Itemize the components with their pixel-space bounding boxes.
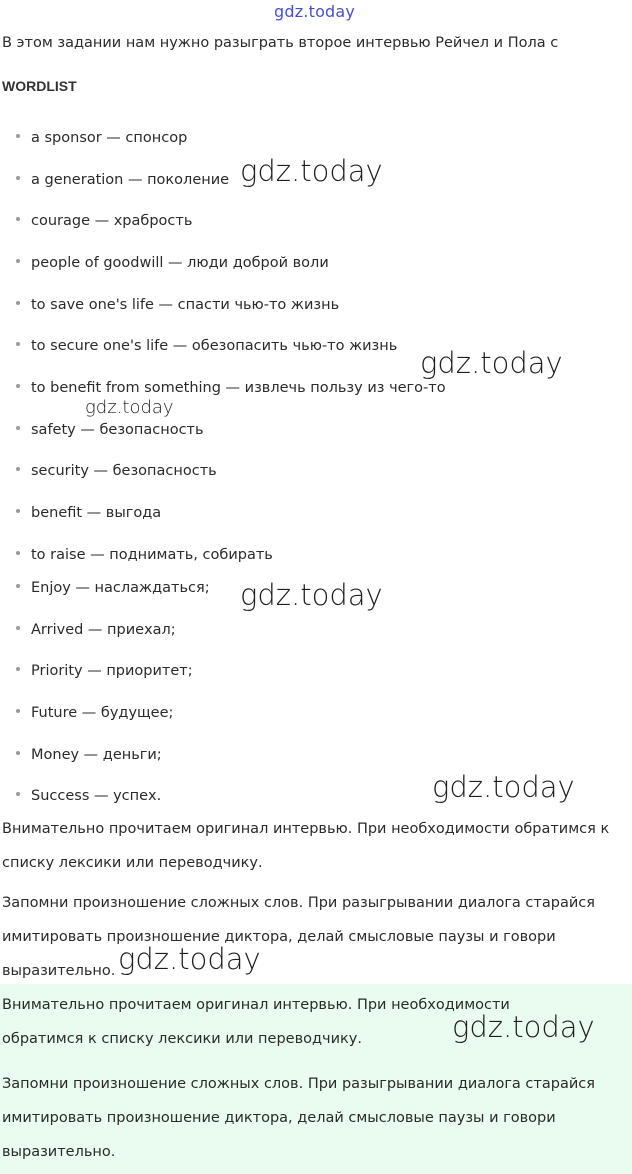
bullet-icon (16, 176, 20, 180)
list-item-text: Priority — приоритет; (31, 663, 193, 679)
list-item (16, 171, 229, 189)
highlighted-paragraph-pronunciation: Запомни произношение сложных слов. При разыгрывании диалога старайся имитировать произношение диктора, делай смысловые паузы и говори выразительно. (2, 1076, 595, 1160)
watermark: gdz.today (452, 1010, 595, 1044)
list-item (16, 662, 193, 680)
list-item-text: Enjoy — наслаждаться; (31, 580, 210, 596)
list-item-text: to benefit from something — извлечь пользу из чего-то (31, 380, 446, 396)
watermark: gdz.today (240, 154, 383, 188)
bullet-icon (16, 667, 20, 671)
watermark: gdz.today (240, 578, 383, 612)
intro-text: В этом задании нам нужно разыграть второе интервью Рейчел и Пола с (2, 35, 559, 51)
list-item (16, 504, 161, 522)
bullet-icon (16, 301, 20, 305)
list-item (16, 296, 339, 314)
list-item-text: people of goodwill — люди доброй воли (31, 255, 329, 271)
list-item-text: to raise — поднимать, собирать (31, 547, 273, 563)
list-item (16, 579, 210, 597)
list-item (16, 421, 204, 439)
list-item-text: security — безопасность (31, 463, 217, 479)
bullet-icon (16, 509, 20, 513)
bullet-icon (16, 217, 20, 221)
list-item (16, 787, 161, 805)
bullet-icon (16, 751, 20, 755)
list-item (16, 704, 173, 722)
paragraph-pronunciation: Запомни произношение сложных слов. При разыгрывании диалога старайся имитировать произношение диктора, делай смысловые паузы и говори выразительно. (2, 895, 595, 979)
header-watermark: gdz.today (274, 2, 356, 21)
list-item (16, 546, 273, 564)
list-item-text: courage — храбрость (31, 213, 193, 229)
bullet-icon (16, 709, 20, 713)
list-item (16, 621, 176, 639)
list-item (16, 212, 192, 230)
bullet-icon (16, 551, 20, 555)
list-item-text: benefit — выгода (31, 505, 162, 521)
bullet-icon (16, 134, 20, 138)
list-item (16, 746, 162, 764)
bullet-icon (16, 426, 20, 430)
list-item (16, 462, 217, 480)
list-item (16, 379, 446, 397)
list-item (16, 129, 187, 147)
list-item-text: to save one's life — спасти чью-то жизнь (31, 297, 340, 313)
list-item-text: a sponsor — спонсор (31, 130, 188, 146)
wordlist-title: WORDLIST (2, 78, 77, 94)
list-item-text: to secure one's life — обезопасить чью-то жизнь (31, 338, 398, 354)
list-item-text: Success — успех. (31, 788, 162, 804)
list-item (16, 254, 329, 272)
list-item-text: a generation — поколение (31, 172, 230, 188)
watermark: gdz.today (420, 346, 563, 380)
bullet-icon (16, 467, 20, 471)
list-item-text: Money — деньги; (31, 747, 162, 763)
bullet-icon (16, 342, 20, 346)
list-item (16, 337, 397, 355)
bullet-icon (16, 626, 20, 630)
watermark: gdz.today (85, 397, 174, 418)
watermark: gdz.today (118, 942, 261, 976)
watermark: gdz.today (432, 770, 575, 804)
list-item-text: Future — будущее; (31, 705, 174, 721)
bullet-icon (16, 792, 20, 796)
bullet-icon (16, 259, 20, 263)
list-item-text: Arrived — приехал; (31, 622, 176, 638)
bullet-icon (16, 384, 20, 388)
paragraph-read: Внимательно прочитаем оригинал интервью. При необходимости обратимся к списку лексики или переводчику. (2, 821, 610, 871)
bullet-icon (16, 584, 20, 588)
list-item-text: safety — безопасность (31, 422, 204, 438)
highlighted-paragraph-read: Внимательно прочитаем оригинал интервью. При необходимости обратимся к списку лексики или переводчику. (2, 997, 510, 1047)
